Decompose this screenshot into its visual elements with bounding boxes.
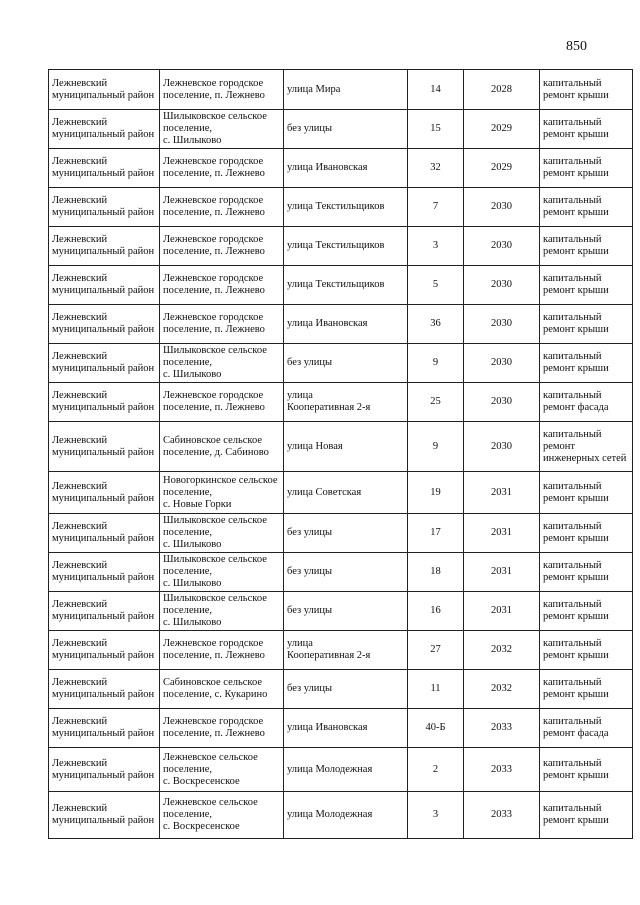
year-cell: 2030 (464, 266, 540, 305)
district-cell: Лежневский муниципальный район (49, 514, 160, 553)
house-number-cell: 19 (408, 472, 464, 514)
work-type-cell: капитальный ремонт крыши (540, 631, 633, 670)
house-number-cell: 9 (408, 422, 464, 472)
year-cell: 2030 (464, 227, 540, 266)
street-cell: улица Текстильщиков (284, 188, 408, 227)
year-cell: 2031 (464, 472, 540, 514)
work-type-cell: капитальный ремонт крыши (540, 748, 633, 792)
table-row (49, 383, 633, 422)
district-cell: Лежневский муниципальный район (49, 472, 160, 514)
district-cell: Лежневский муниципальный район (49, 383, 160, 422)
year-cell: 2030 (464, 422, 540, 472)
year-cell: 2033 (464, 709, 540, 748)
district-cell: Лежневский муниципальный район (49, 748, 160, 792)
street-cell: улица Новая (284, 422, 408, 472)
house-number-cell: 16 (408, 592, 464, 631)
work-type-cell: капитальный ремонт фасада (540, 709, 633, 748)
year-cell: 2032 (464, 631, 540, 670)
settlement-cell: Лежневское городское поселение, п. Лежнево (160, 305, 284, 344)
street-cell: улица Текстильщиков (284, 227, 408, 266)
work-type-cell: капитальный ремонт крыши (540, 670, 633, 709)
work-type-cell: капитальный ремонт крыши (540, 514, 633, 553)
street-cell: улица Текстильщиков (284, 266, 408, 305)
house-number-cell: 32 (408, 149, 464, 188)
work-type-cell: капитальный ремонт крыши (540, 592, 633, 631)
settlement-cell: Шилыковское сельское поселение, с. Шилыково (160, 553, 284, 592)
settlement-cell: Лежневское городское поселение, п. Лежнево (160, 188, 284, 227)
house-number-cell: 15 (408, 110, 464, 149)
repair-schedule-table (48, 69, 633, 839)
table-row (49, 227, 633, 266)
table-row (49, 748, 633, 792)
settlement-cell: Лежневское городское поселение, п. Лежнево (160, 709, 284, 748)
settlement-cell: Лежневское городское поселение, п. Лежнево (160, 383, 284, 422)
table-row (49, 266, 633, 305)
work-type-cell: капитальный ремонт инженерных сетей (540, 422, 633, 472)
district-cell: Лежневский муниципальный район (49, 110, 160, 149)
settlement-cell: Шилыковское сельское поселение, с. Шилыково (160, 344, 284, 383)
table-row (49, 110, 633, 149)
year-cell: 2029 (464, 149, 540, 188)
table-row (49, 472, 633, 514)
street-cell: улица Мира (284, 70, 408, 110)
street-cell: улица Ивановская (284, 709, 408, 748)
table-row (49, 553, 633, 592)
street-cell: без улицы (284, 110, 408, 149)
street-cell: улица Кооперативная 2-я (284, 383, 408, 422)
settlement-cell: Лежневское городское поселение, п. Лежнево (160, 266, 284, 305)
house-number-cell: 7 (408, 188, 464, 227)
year-cell: 2031 (464, 514, 540, 553)
district-cell: Лежневский муниципальный район (49, 266, 160, 305)
district-cell: Лежневский муниципальный район (49, 422, 160, 472)
street-cell: улица Молодежная (284, 748, 408, 792)
settlement-cell: Лежневское городское поселение, п. Лежнево (160, 631, 284, 670)
settlement-cell: Лежневское сельское поселение, с. Воскресенское (160, 792, 284, 839)
house-number-cell: 36 (408, 305, 464, 344)
district-cell: Лежневский муниципальный район (49, 149, 160, 188)
work-type-cell: капитальный ремонт крыши (540, 149, 633, 188)
year-cell: 2031 (464, 553, 540, 592)
table-row (49, 709, 633, 748)
work-type-cell: капитальный ремонт крыши (540, 344, 633, 383)
year-cell: 2030 (464, 305, 540, 344)
district-cell: Лежневский муниципальный район (49, 305, 160, 344)
house-number-cell: 2 (408, 748, 464, 792)
district-cell: Лежневский муниципальный район (49, 792, 160, 839)
work-type-cell: капитальный ремонт крыши (540, 227, 633, 266)
year-cell: 2030 (464, 188, 540, 227)
settlement-cell: Сабиновское сельское поселение, с. Кукарино (160, 670, 284, 709)
street-cell: без улицы (284, 592, 408, 631)
year-cell: 2030 (464, 344, 540, 383)
table-row (49, 631, 633, 670)
work-type-cell: капитальный ремонт крыши (540, 792, 633, 839)
year-cell: 2028 (464, 70, 540, 110)
settlement-cell: Лежневское городское поселение, п. Лежнево (160, 70, 284, 110)
street-cell: улица Молодежная (284, 792, 408, 839)
district-cell: Лежневский муниципальный район (49, 227, 160, 266)
table-row (49, 670, 633, 709)
house-number-cell: 40-Б (408, 709, 464, 748)
house-number-cell: 11 (408, 670, 464, 709)
settlement-cell: Шилыковское сельское поселение, с. Шилыково (160, 514, 284, 553)
street-cell: улица Ивановская (284, 305, 408, 344)
table-row (49, 592, 633, 631)
house-number-cell: 5 (408, 266, 464, 305)
settlement-cell: Лежневское городское поселение, п. Лежнево (160, 227, 284, 266)
page-number: 850 (566, 39, 587, 54)
settlement-cell: Новогоркинское сельское поселение, с. Новые Горки (160, 472, 284, 514)
house-number-cell: 3 (408, 792, 464, 839)
year-cell: 2031 (464, 592, 540, 631)
district-cell: Лежневский муниципальный район (49, 670, 160, 709)
district-cell: Лежневский муниципальный район (49, 631, 160, 670)
work-type-cell: капитальный ремонт крыши (540, 188, 633, 227)
settlement-cell: Шилыковское сельское поселение, с. Шилыково (160, 110, 284, 149)
street-cell: улица Советская (284, 472, 408, 514)
street-cell: без улицы (284, 670, 408, 709)
work-type-cell: капитальный ремонт крыши (540, 110, 633, 149)
street-cell: улица Ивановская (284, 149, 408, 188)
year-cell: 2030 (464, 383, 540, 422)
work-type-cell: капитальный ремонт крыши (540, 266, 633, 305)
table-row (49, 422, 633, 472)
street-cell: улица Кооперативная 2-я (284, 631, 408, 670)
district-cell: Лежневский муниципальный район (49, 188, 160, 227)
work-type-cell: капитальный ремонт крыши (540, 553, 633, 592)
table-row (49, 344, 633, 383)
district-cell: Лежневский муниципальный район (49, 709, 160, 748)
work-type-cell: капитальный ремонт крыши (540, 472, 633, 514)
year-cell: 2033 (464, 748, 540, 792)
house-number-cell: 14 (408, 70, 464, 110)
table-row (49, 305, 633, 344)
year-cell: 2029 (464, 110, 540, 149)
street-cell: без улицы (284, 344, 408, 383)
table-row (49, 188, 633, 227)
house-number-cell: 3 (408, 227, 464, 266)
table-row (49, 70, 633, 110)
street-cell: без улицы (284, 553, 408, 592)
table-row (49, 514, 633, 553)
house-number-cell: 27 (408, 631, 464, 670)
settlement-cell: Лежневское сельское поселение, с. Воскресенское (160, 748, 284, 792)
house-number-cell: 25 (408, 383, 464, 422)
table-row (49, 149, 633, 188)
house-number-cell: 9 (408, 344, 464, 383)
work-type-cell: капитальный ремонт крыши (540, 305, 633, 344)
settlement-cell: Шилыковское сельское поселение, с. Шилыково (160, 592, 284, 631)
year-cell: 2032 (464, 670, 540, 709)
work-type-cell: капитальный ремонт фасада (540, 383, 633, 422)
work-type-cell: капитальный ремонт крыши (540, 70, 633, 110)
street-cell: без улицы (284, 514, 408, 553)
district-cell: Лежневский муниципальный район (49, 70, 160, 110)
table-row (49, 792, 633, 839)
house-number-cell: 17 (408, 514, 464, 553)
settlement-cell: Лежневское городское поселение, п. Лежнево (160, 149, 284, 188)
district-cell: Лежневский муниципальный район (49, 592, 160, 631)
year-cell: 2033 (464, 792, 540, 839)
house-number-cell: 18 (408, 553, 464, 592)
settlement-cell: Сабиновское сельское поселение, д. Сабиново (160, 422, 284, 472)
district-cell: Лежневский муниципальный район (49, 553, 160, 592)
district-cell: Лежневский муниципальный район (49, 344, 160, 383)
